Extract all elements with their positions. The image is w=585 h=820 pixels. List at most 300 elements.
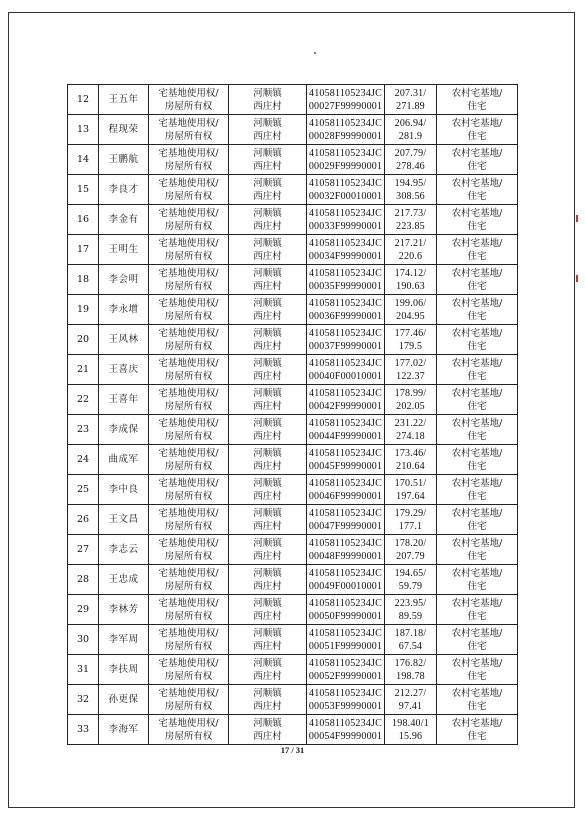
owner-name: 李良才 bbox=[99, 175, 149, 205]
table-row bbox=[68, 445, 518, 475]
row-number: 12 bbox=[68, 85, 99, 115]
owner-name: 王喜庆 bbox=[99, 355, 149, 385]
land-use-line: 住宅 bbox=[467, 130, 487, 142]
area-value bbox=[385, 715, 437, 745]
area-value bbox=[385, 235, 437, 265]
right-type-line: 宅基地使用权/ bbox=[158, 537, 219, 549]
unit-code bbox=[307, 205, 385, 235]
land-use-line: 住宅 bbox=[467, 340, 487, 352]
location bbox=[229, 655, 307, 685]
area-value bbox=[385, 445, 437, 475]
unit-code bbox=[307, 325, 385, 355]
location bbox=[229, 565, 307, 595]
unit-code-line: 410581105234JC bbox=[309, 537, 382, 549]
land-use-line: 农村宅基地/ bbox=[451, 357, 503, 369]
right-type-line: 房屋所有权 bbox=[164, 340, 213, 352]
area-value bbox=[385, 655, 437, 685]
unit-code-line: 00048F99990001 bbox=[308, 550, 383, 562]
land-use-line: 住宅 bbox=[467, 250, 487, 262]
right-type-line: 房屋所有权 bbox=[164, 160, 213, 172]
area-value-line: 210.64 bbox=[396, 460, 425, 472]
area-value-line: 207.31/ bbox=[394, 87, 427, 99]
right-type bbox=[149, 115, 229, 145]
area-value-line: 179.5 bbox=[398, 340, 423, 352]
row-number: 17 bbox=[68, 235, 99, 265]
unit-code bbox=[307, 295, 385, 325]
land-use-line: 农村宅基地/ bbox=[451, 447, 503, 459]
unit-code bbox=[307, 655, 385, 685]
unit-code-line: 00053F99990001 bbox=[308, 700, 383, 712]
area-value-line: 122.37 bbox=[396, 370, 425, 382]
table-row bbox=[68, 205, 518, 235]
unit-code-line: 410581105234JC bbox=[309, 477, 382, 489]
land-use bbox=[437, 535, 518, 565]
area-value-line: 231.22/ bbox=[394, 417, 427, 429]
unit-code bbox=[307, 625, 385, 655]
area-value-line: 274.18 bbox=[396, 430, 425, 442]
table-row bbox=[68, 565, 518, 595]
location-line: 河顺镇 bbox=[253, 597, 282, 609]
land-use bbox=[437, 685, 518, 715]
location-line: 河顺镇 bbox=[253, 567, 282, 579]
area-value-line: 89.59 bbox=[398, 610, 423, 622]
unit-code-line: 00049F00010001 bbox=[308, 580, 383, 592]
land-use bbox=[437, 595, 518, 625]
unit-code-line: 410581105234JC bbox=[309, 237, 382, 249]
right-type-line: 宅基地使用权/ bbox=[158, 507, 219, 519]
location bbox=[229, 475, 307, 505]
right-type-line: 宅基地使用权/ bbox=[158, 717, 219, 729]
location bbox=[229, 685, 307, 715]
right-type-line: 宅基地使用权/ bbox=[158, 357, 219, 369]
right-type-line: 房屋所有权 bbox=[164, 670, 213, 682]
edge-mark bbox=[576, 275, 578, 282]
unit-code-line: 00052F99990001 bbox=[308, 670, 383, 682]
location bbox=[229, 535, 307, 565]
location-line: 河顺镇 bbox=[253, 147, 282, 159]
page-number: 17 / 31 bbox=[280, 745, 305, 755]
land-use bbox=[437, 325, 518, 355]
location bbox=[229, 415, 307, 445]
owner-name: 王明生 bbox=[99, 235, 149, 265]
owner-name: 程现荣 bbox=[99, 115, 149, 145]
owner-name: 王喜年 bbox=[99, 385, 149, 415]
right-type-line: 房屋所有权 bbox=[164, 640, 213, 652]
location bbox=[229, 625, 307, 655]
land-use-line: 住宅 bbox=[467, 310, 487, 322]
row-number: 32 bbox=[68, 685, 99, 715]
row-number: 29 bbox=[68, 595, 99, 625]
row-number: 16 bbox=[68, 205, 99, 235]
location-line: 西庄村 bbox=[253, 220, 282, 232]
location-line: 河顺镇 bbox=[253, 387, 282, 399]
land-use-line: 农村宅基地/ bbox=[451, 657, 503, 669]
land-use-line: 农村宅基地/ bbox=[451, 687, 503, 699]
row-number: 30 bbox=[68, 625, 99, 655]
location-line: 河顺镇 bbox=[253, 447, 282, 459]
unit-code-line: 410581105234JC bbox=[309, 207, 382, 219]
right-type bbox=[149, 145, 229, 175]
unit-code bbox=[307, 715, 385, 745]
location-line: 西庄村 bbox=[253, 400, 282, 412]
location bbox=[229, 325, 307, 355]
unit-code bbox=[307, 505, 385, 535]
land-use-line: 农村宅基地/ bbox=[451, 507, 503, 519]
right-type bbox=[149, 325, 229, 355]
area-value bbox=[385, 325, 437, 355]
location bbox=[229, 595, 307, 625]
land-use-line: 农村宅基地/ bbox=[451, 387, 503, 399]
unit-code-line: 00035F99990001 bbox=[308, 280, 383, 292]
table-row bbox=[68, 115, 518, 145]
right-type-line: 房屋所有权 bbox=[164, 550, 213, 562]
land-use-line: 农村宅基地/ bbox=[451, 327, 503, 339]
unit-code bbox=[307, 385, 385, 415]
location-line: 河顺镇 bbox=[253, 207, 282, 219]
unit-code-line: 00050F99990001 bbox=[308, 610, 383, 622]
right-type bbox=[149, 445, 229, 475]
row-number: 26 bbox=[68, 505, 99, 535]
location-line: 西庄村 bbox=[253, 700, 282, 712]
unit-code-line: 410581105234JC bbox=[309, 297, 382, 309]
unit-code-line: 410581105234JC bbox=[309, 87, 382, 99]
land-use-line: 农村宅基地/ bbox=[451, 177, 503, 189]
area-value bbox=[385, 385, 437, 415]
owner-name: 李海军 bbox=[99, 715, 149, 745]
right-type-line: 宅基地使用权/ bbox=[158, 297, 219, 309]
land-use-line: 住宅 bbox=[467, 490, 487, 502]
row-number: 33 bbox=[68, 715, 99, 745]
area-value-line: 207.79/ bbox=[394, 147, 427, 159]
land-use-line: 农村宅基地/ bbox=[451, 567, 503, 579]
unit-code-line: 410581105234JC bbox=[309, 447, 382, 459]
row-number: 19 bbox=[68, 295, 99, 325]
area-value-line: 199.06/ bbox=[394, 297, 427, 309]
right-type-line: 宅基地使用权/ bbox=[158, 87, 219, 99]
area-value-line: 202.05 bbox=[396, 400, 425, 412]
area-value-line: 187.18/ bbox=[394, 627, 427, 639]
location-line: 西庄村 bbox=[253, 100, 282, 112]
area-value-line: 281.9 bbox=[398, 130, 423, 142]
area-value-line: 170.51/ bbox=[394, 477, 427, 489]
owner-name: 李志云 bbox=[99, 535, 149, 565]
table-row bbox=[68, 145, 518, 175]
right-type bbox=[149, 295, 229, 325]
location bbox=[229, 175, 307, 205]
row-number: 21 bbox=[68, 355, 99, 385]
area-value bbox=[385, 265, 437, 295]
owner-name: 王忠成 bbox=[99, 565, 149, 595]
location-line: 河顺镇 bbox=[253, 87, 282, 99]
location-line: 河顺镇 bbox=[253, 327, 282, 339]
location-line: 河顺镇 bbox=[253, 117, 282, 129]
area-value bbox=[385, 145, 437, 175]
area-value-line: 223.95/ bbox=[394, 597, 427, 609]
area-value-line: 15.96 bbox=[398, 730, 423, 742]
unit-code-line: 00027F99990001 bbox=[308, 100, 383, 112]
land-use bbox=[437, 655, 518, 685]
location-line: 西庄村 bbox=[253, 250, 282, 262]
owner-name: 李永增 bbox=[99, 295, 149, 325]
area-value bbox=[385, 595, 437, 625]
right-type-line: 房屋所有权 bbox=[164, 100, 213, 112]
row-number: 18 bbox=[68, 265, 99, 295]
right-type bbox=[149, 535, 229, 565]
right-type-line: 房屋所有权 bbox=[164, 370, 213, 382]
table-row bbox=[68, 265, 518, 295]
location-line: 河顺镇 bbox=[253, 237, 282, 249]
right-type-line: 宅基地使用权/ bbox=[158, 477, 219, 489]
area-value-line: 59.79 bbox=[398, 580, 423, 592]
land-use bbox=[437, 355, 518, 385]
area-value-line: 308.56 bbox=[396, 190, 425, 202]
area-value-line: 217.21/ bbox=[394, 237, 427, 249]
area-value bbox=[385, 535, 437, 565]
right-type-line: 房屋所有权 bbox=[164, 610, 213, 622]
land-use bbox=[437, 715, 518, 745]
unit-code-line: 410581105234JC bbox=[309, 147, 382, 159]
owner-name: 王五年 bbox=[99, 85, 149, 115]
right-type-line: 房屋所有权 bbox=[164, 520, 213, 532]
location-line: 西庄村 bbox=[253, 310, 282, 322]
area-value-line: 198.78 bbox=[396, 670, 425, 682]
right-type bbox=[149, 175, 229, 205]
location-line: 河顺镇 bbox=[253, 267, 282, 279]
table-row bbox=[68, 325, 518, 355]
area-value-line: 206.94/ bbox=[394, 117, 427, 129]
area-value-line: 97.41 bbox=[398, 700, 423, 712]
owner-name: 李中良 bbox=[99, 475, 149, 505]
location-line: 西庄村 bbox=[253, 370, 282, 382]
unit-code-line: 00040F00010001 bbox=[308, 370, 383, 382]
right-type-line: 宅基地使用权/ bbox=[158, 267, 219, 279]
area-value-line: 271.89 bbox=[396, 100, 425, 112]
table-row bbox=[68, 355, 518, 385]
owner-name: 孙更保 bbox=[99, 685, 149, 715]
area-value-line: 223.85 bbox=[396, 220, 425, 232]
row-number: 28 bbox=[68, 565, 99, 595]
row-number: 23 bbox=[68, 415, 99, 445]
area-value-line: 194.95/ bbox=[394, 177, 427, 189]
land-use bbox=[437, 445, 518, 475]
unit-code-line: 410581105234JC bbox=[309, 597, 382, 609]
table-row bbox=[68, 685, 518, 715]
location-line: 河顺镇 bbox=[253, 477, 282, 489]
land-use-line: 住宅 bbox=[467, 430, 487, 442]
location-line: 西庄村 bbox=[253, 190, 282, 202]
table-row bbox=[68, 505, 518, 535]
unit-code bbox=[307, 145, 385, 175]
table-row bbox=[68, 235, 518, 265]
land-use-line: 农村宅基地/ bbox=[451, 297, 503, 309]
right-type-line: 宅基地使用权/ bbox=[158, 417, 219, 429]
table-row bbox=[68, 295, 518, 325]
land-use bbox=[437, 295, 518, 325]
unit-code bbox=[307, 265, 385, 295]
land-use bbox=[437, 415, 518, 445]
owner-name: 王风林 bbox=[99, 325, 149, 355]
location bbox=[229, 145, 307, 175]
table-row bbox=[68, 415, 518, 445]
unit-code-line: 410581105234JC bbox=[309, 387, 382, 399]
location-line: 西庄村 bbox=[253, 610, 282, 622]
land-use-line: 农村宅基地/ bbox=[451, 267, 503, 279]
area-value-line: 177.46/ bbox=[394, 327, 427, 339]
location-line: 河顺镇 bbox=[253, 297, 282, 309]
table-row bbox=[68, 85, 518, 115]
unit-code bbox=[307, 175, 385, 205]
area-value bbox=[385, 685, 437, 715]
unit-code-line: 410581105234JC bbox=[309, 687, 382, 699]
table-row bbox=[68, 385, 518, 415]
area-value-line: 212.27/ bbox=[394, 687, 427, 699]
table-row bbox=[68, 595, 518, 625]
area-value-line: 178.99/ bbox=[394, 387, 427, 399]
land-use-line: 农村宅基地/ bbox=[451, 147, 503, 159]
owner-name: 李成保 bbox=[99, 415, 149, 445]
unit-code-line: 00037F99990001 bbox=[308, 340, 383, 352]
right-type-line: 宅基地使用权/ bbox=[158, 687, 219, 699]
land-use-line: 住宅 bbox=[467, 730, 487, 742]
land-use bbox=[437, 175, 518, 205]
row-number: 14 bbox=[68, 145, 99, 175]
location-line: 河顺镇 bbox=[253, 627, 282, 639]
land-use bbox=[437, 85, 518, 115]
land-use-line: 住宅 bbox=[467, 160, 487, 172]
owner-name: 王文昌 bbox=[99, 505, 149, 535]
right-type-line: 宅基地使用权/ bbox=[158, 207, 219, 219]
land-use bbox=[437, 625, 518, 655]
unit-code-line: 410581105234JC bbox=[309, 657, 382, 669]
scan-speck bbox=[314, 52, 316, 54]
location bbox=[229, 355, 307, 385]
land-use-line: 住宅 bbox=[467, 400, 487, 412]
right-type-line: 宅基地使用权/ bbox=[158, 657, 219, 669]
row-number: 27 bbox=[68, 535, 99, 565]
land-use-line: 农村宅基地/ bbox=[451, 117, 503, 129]
location-line: 河顺镇 bbox=[253, 507, 282, 519]
unit-code-line: 00029F99990001 bbox=[308, 160, 383, 172]
area-value bbox=[385, 115, 437, 145]
right-type bbox=[149, 355, 229, 385]
land-use-line: 农村宅基地/ bbox=[451, 207, 503, 219]
right-type bbox=[149, 205, 229, 235]
location bbox=[229, 85, 307, 115]
right-type bbox=[149, 715, 229, 745]
unit-code bbox=[307, 445, 385, 475]
unit-code-line: 410581105234JC bbox=[309, 717, 382, 729]
owner-name: 李扶周 bbox=[99, 655, 149, 685]
location bbox=[229, 295, 307, 325]
table-body bbox=[68, 85, 518, 745]
unit-code-line: 410581105234JC bbox=[309, 417, 382, 429]
land-use-line: 住宅 bbox=[467, 280, 487, 292]
land-use-line: 住宅 bbox=[467, 460, 487, 472]
right-type bbox=[149, 475, 229, 505]
area-value-line: 197.64 bbox=[396, 490, 425, 502]
right-type bbox=[149, 385, 229, 415]
land-use bbox=[437, 385, 518, 415]
right-type-line: 房屋所有权 bbox=[164, 130, 213, 142]
unit-code-line: 00046F99990001 bbox=[308, 490, 383, 502]
table-row bbox=[68, 715, 518, 745]
land-use bbox=[437, 145, 518, 175]
right-type-line: 房屋所有权 bbox=[164, 400, 213, 412]
unit-code-line: 410581105234JC bbox=[309, 357, 382, 369]
area-value-line: 220.6 bbox=[398, 250, 423, 262]
area-value bbox=[385, 85, 437, 115]
location-line: 河顺镇 bbox=[253, 357, 282, 369]
owner-name: 李金有 bbox=[99, 205, 149, 235]
area-value-line: 177.02/ bbox=[394, 357, 427, 369]
right-type-line: 宅基地使用权/ bbox=[158, 177, 219, 189]
edge-mark bbox=[576, 215, 578, 222]
right-type bbox=[149, 415, 229, 445]
unit-code-line: 00047F99990001 bbox=[308, 520, 383, 532]
right-type-line: 宅基地使用权/ bbox=[158, 447, 219, 459]
unit-code bbox=[307, 355, 385, 385]
table-row bbox=[68, 535, 518, 565]
land-use bbox=[437, 115, 518, 145]
unit-code-line: 410581105234JC bbox=[309, 327, 382, 339]
land-use-line: 农村宅基地/ bbox=[451, 597, 503, 609]
area-value-line: 173.46/ bbox=[394, 447, 427, 459]
unit-code-line: 00042F99990001 bbox=[308, 400, 383, 412]
location-line: 西庄村 bbox=[253, 130, 282, 142]
unit-code bbox=[307, 685, 385, 715]
right-type-line: 房屋所有权 bbox=[164, 280, 213, 292]
right-type bbox=[149, 265, 229, 295]
location-line: 河顺镇 bbox=[253, 657, 282, 669]
right-type-line: 宅基地使用权/ bbox=[158, 567, 219, 579]
location bbox=[229, 205, 307, 235]
right-type-line: 房屋所有权 bbox=[164, 430, 213, 442]
unit-code-line: 410581105234JC bbox=[309, 627, 382, 639]
row-number: 25 bbox=[68, 475, 99, 505]
location-line: 河顺镇 bbox=[253, 417, 282, 429]
area-value-line: 278.46 bbox=[396, 160, 425, 172]
unit-code-line: 00044F99990001 bbox=[308, 430, 383, 442]
land-use bbox=[437, 475, 518, 505]
unit-code-line: 00036F99990001 bbox=[308, 310, 383, 322]
land-use-line: 农村宅基地/ bbox=[451, 417, 503, 429]
unit-code-line: 410581105234JC bbox=[309, 507, 382, 519]
location bbox=[229, 115, 307, 145]
table-row bbox=[68, 625, 518, 655]
row-number: 13 bbox=[68, 115, 99, 145]
area-value-line: 176.82/ bbox=[394, 657, 427, 669]
area-value-line: 207.79 bbox=[396, 550, 425, 562]
right-type bbox=[149, 565, 229, 595]
land-use-line: 住宅 bbox=[467, 670, 487, 682]
right-type-line: 房屋所有权 bbox=[164, 310, 213, 322]
location-line: 西庄村 bbox=[253, 550, 282, 562]
unit-code-line: 00051F99990001 bbox=[308, 640, 383, 652]
owner-name: 李会明 bbox=[99, 265, 149, 295]
location bbox=[229, 505, 307, 535]
right-type-line: 房屋所有权 bbox=[164, 580, 213, 592]
land-use-line: 住宅 bbox=[467, 550, 487, 562]
land-use bbox=[437, 235, 518, 265]
right-type-line: 房屋所有权 bbox=[164, 250, 213, 262]
area-value bbox=[385, 625, 437, 655]
location-line: 西庄村 bbox=[253, 730, 282, 742]
location bbox=[229, 385, 307, 415]
right-type bbox=[149, 505, 229, 535]
right-type bbox=[149, 595, 229, 625]
land-use-line: 住宅 bbox=[467, 610, 487, 622]
row-number: 15 bbox=[68, 175, 99, 205]
